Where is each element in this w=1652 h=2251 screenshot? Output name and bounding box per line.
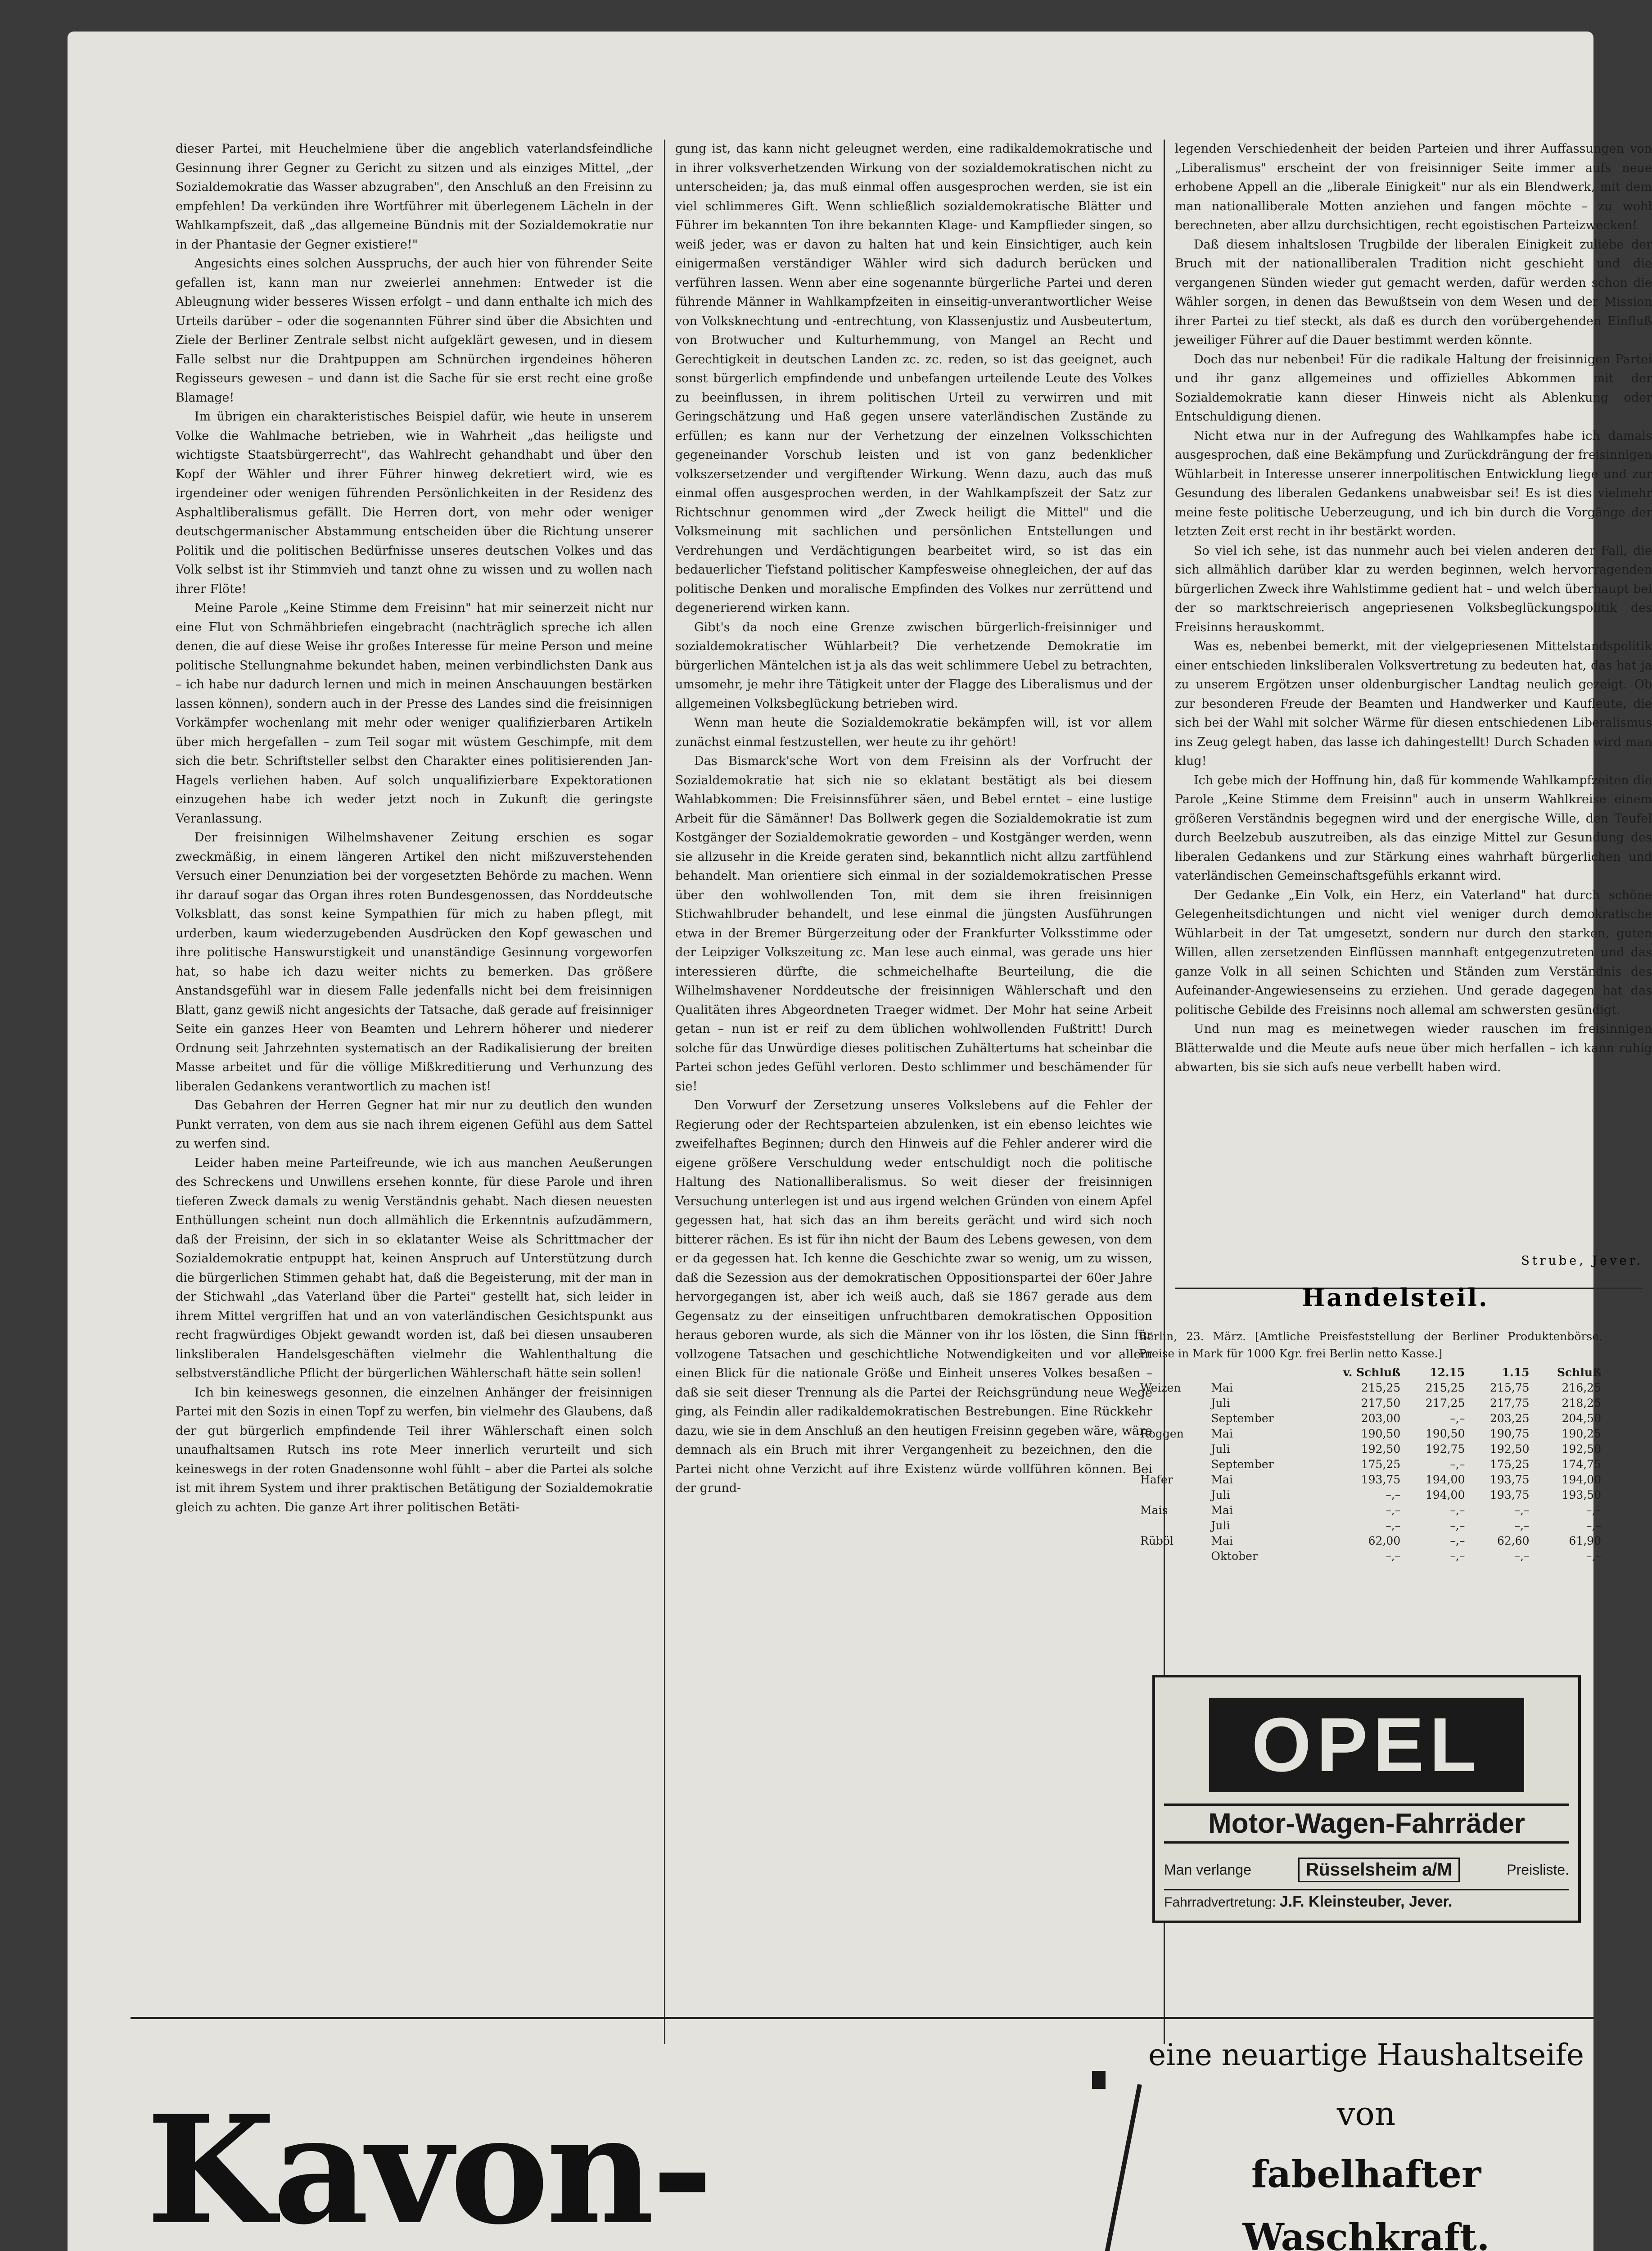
soap-slogan [1139, 2026, 1593, 2251]
price-table-cell: –,– [1586, 1504, 1601, 1517]
price-table [1139, 1365, 1602, 1564]
paragraph: Gibt's da noch eine Grenze zwischen bürgerlich-freisinniger und sozialdemokratischer Wühlarbeit? Die verhetzende Demokratie im bürgerlichen Mäntelchen ist ja als das weit schlimmere Uebel zu betrachten, umsomehr, je mehr ihre Tätigkeit unter der Flagge des Liberalismus und der allgemeinen Volksbeglückung betrieben wird. [675, 620, 1152, 711]
paragraph: Das Bismarck'sche Wort von dem Freisinn als der Vorfrucht der Sozialdemokratie hat sich nie so eklatant bestätigt als bei diesem Wahlabkommen: Die Freisinnsführer säen, und Bebel erntet – eine lustige Arbeit für die Sämänner! Das Bollwerk gegen die Sozialdemokratie ist zum Kostgänger der Sozialdemokratie geworden – und Kostgänger werden, wenn sie allzusehr in die Kreide geraten sind, bekanntlich nicht allzu zartfühlend behandelt. Man orientiere sich einmal in der sozialdemokratischen Presse über den wohlwollenden Ton, mit dem sie ihren freisinnigen Stichwahlbruder behandelt, und lese einmal die jüngsten Ausführungen etwa in der Bremer Bürgerzeitung oder der Frankfurter Volksstimme oder der Leipziger Volkszeitung zc. Man lese auch einmal, was gerade uns hier interessieren dürfte, die schmeichelhafte Beurteilung, die die Wilhelmshavener Norddeutsche der freisinnigen Wählerschaft und den Qualitäten ihres Abgeordneten Traeger widmet. Der Mohr hat seine Arbeit getan – nun ist er reif zu dem üblichen wohlwollenden Fußtritt! Durch solche für das Unwürdige dieses politischen Zuhältertums hat scheinbar die Partei schon jedes Gefühl verloren. Desto schlimmer und beschämender für sie! [675, 754, 1152, 1094]
price-table-cell: Oktober [1211, 1550, 1258, 1563]
price-table-cell: Mai [1211, 1504, 1233, 1517]
price-table-cell: 190,75 [1490, 1427, 1530, 1440]
paragraph: So viel ich sehe, ist das nunmehr auch bei vielen anderen der Fall, die sich allmählich darüber klar zu werden beginnen, welch hervorragenden bürgerlichen Zweck ihre Wahlstimme gedient hat – und welch überhaupt bei der so marktschreierisch angepriesenen Volksbeglückungspolitik des Freisinns herauskommt. [1175, 543, 1652, 634]
price-table-cell: 194,00 [1562, 1473, 1601, 1486]
price-table-cell: Rüböl [1140, 1534, 1174, 1547]
paragraph: dieser Partei, mit Heuchelmiene über die angeblich vaterlandsfeindliche Gesinnung ihrer Gegner zu Gericht zu sitzen und als einziges Mittel, „der Sozialdemokratie das Wasser abzugraben", den Anschluß an den Freisinn zu empfehlen! Da verkünden ihre Wortführer mit überlegenem Lächeln in der Wahlkampfszeit, daß „das allgemeine Bündnis mit der Sozialdemokratie nur in der Phantasie der Gegner existiere!" [176, 142, 653, 252]
article-column-1 [176, 140, 653, 2044]
price-table-cell: 192,50 [1361, 1442, 1401, 1455]
price-table-cell: 190,50 [1425, 1427, 1465, 1440]
price-table-cell: –,– [1386, 1488, 1401, 1501]
price-table-cell: 12.15 [1430, 1366, 1465, 1379]
price-table-cell: –,– [1586, 1550, 1601, 1563]
price-table-cell: –,– [1514, 1550, 1530, 1563]
price-table-cell: 175,25 [1361, 1458, 1401, 1471]
paragraph: Ich bin keineswegs gesonnen, die einzelnen Anhänger der freisinnigen Partei mit den Sozis in einen Topf zu werfen, bin vielmehr des Glaubens, daß der gut bürgerlich empfindende Teil ihrer Wählerschaft einen solch unaufhaltsamen Rutsch ins rote Meer innerlich verurteilt und sich keineswegs in der roten Gnadensonne wohl fühlt – aber die Partei als solche ist mit ihrem System und ihrer praktischen Betätigung der Sozialdemokratie gleich zu achten. Die ganze Art ihrer politischen Betäti- [176, 1385, 653, 1514]
price-table-cell: –,– [1450, 1550, 1465, 1563]
article-column-3 [1175, 140, 1652, 1247]
price-table-cell [1139, 1365, 1210, 1380]
price-table-cell: 217,75 [1490, 1397, 1530, 1410]
price-table-cell: Juli [1211, 1488, 1230, 1501]
price-table-cell: 217,25 [1425, 1397, 1465, 1410]
price-table-cell: –,– [1514, 1504, 1530, 1517]
price-table-cell: 218,25 [1562, 1397, 1601, 1410]
price-table-row [1139, 1518, 1602, 1533]
price-table-cell: 62,60 [1497, 1534, 1530, 1547]
opel-agency-name: J.F. Kleinsteuber, Jever. [1279, 1893, 1453, 1910]
price-table-cell: 193,75 [1490, 1488, 1530, 1501]
soap-brand: Kavon- [146, 2083, 711, 2251]
article-signature: Strube, Jever. [1521, 1254, 1643, 1268]
price-table-cell: –,– [1450, 1458, 1465, 1471]
price-table-cell: Mais [1140, 1504, 1168, 1517]
paragraph: legenden Verschiedenheit der beiden Parteien und ihrer Auffassungen von „Liberalismus" erscheint der von freisinniger Seite immer aufs neue erhobene Appell an die „liberale Einigkeit" nur als ein Blendwerk, mit dem man nationalliberale Motten anziehen und fangen möchte – zu wohl berechneten, aber allzu durchsichtigen, recht egoistischen Parteizwecken! [1175, 142, 1652, 232]
opel-advertisement [1152, 1675, 1581, 1923]
opel-location: Rüsselsheim a/M [1298, 1858, 1460, 1882]
paragraph: Meine Parole „Keine Stimme dem Freisinn" hat mir seinerzeit nicht nur eine Flut von Schmähbriefen eingebracht (nachträglich spreche ich allen denen, die auf diese Weise ihr großes Interesse für meine Person und meine politische Stellungnahme bekundet haben, meinen verbindlichsten Dank aus – ich habe nur dadurch lernen und mich in meinen Anschauungen bestärken lassen können), sondern auch in der Presse des Landes sind die freisinnigen Vorkämpfer wochenlang mit mehr oder weniger qualifizierbaren Artikeln über mich hergefallen – zum Teil sogar mit wüstem Geschimpfe, mit dem sich die betr. Schriftsteller selbst den Charakter eines politisierenden Jan-Hagels verliehen haben. Auf solch unqualifizierbare Expektorationen einzugehen habe ich weder jetzt noch in Zukunft die geringste Veranlassung. [176, 601, 653, 826]
price-table-cell: Hafer [1140, 1473, 1173, 1486]
price-table-cell [1139, 1457, 1210, 1472]
price-table-cell: 193,75 [1361, 1473, 1401, 1486]
price-table-cell: v. Schluß [1343, 1366, 1401, 1379]
paragraph: gung ist, das kann nicht geleugnet werden, eine radikaldemokratische und in ihrer volksverhetzenden Wirkung von der sozialdemokratischen nicht zu unterscheiden; ja, das muß einmal offen ausgesprochen werden, sie ist ein viel schlimmeres Gift. Wenn schließlich sozialdemokratische Blätter und Führer im bekannten Ton ihre bekannten Klage- und Kampflieder singen, so weiß jeder, was er davon zu halten hat und kein Einsichtiger, auch kein einigermaßen verständiger Wähler wird sich dadurch berücken und verführen lassen. Wenn aber eine sogenannte bürgerliche Partei und deren führende Männer in Wahlkampfzeiten in einseitig-unverantwortlicher Weise von Volksknechtung und -entrechtung, von Klassenjustiz und Ausbeutertum, von Brotwucher und Kulturhemmung, von Mangel an Recht und Gerechtigkeit in deutschen Landen zc. zc. reden, so ist das geeignet, auch sonst bürgerlich empfindende und unbefangen urteilende Leute des Volkes zu beeinflussen, in ihrem politischen Urteil zu verwirren und mit Geringschätzung und Haß gegen unsere vaterländischen Zustände zu erfüllen; es kann nur der Verhetzung der einzelnen Volksschichten gegeneinander Vorschub leisten und ist von ganz bedenklicher volkszersetzender und vergiftender Wirkung. Wenn dazu, auch das muß einmal offen ausgesprochen werden, in der Wahlkampfszeit der Satz zur Richtschnur genommen wird „der Zweck heiligt die Mittel" und die Volksmeinung mit sachlichen und persönlichen Entstellungen und Verdrehungen und Verdächtigungen bearbeitet wird, so ist das ein bedauerlicher Tiefstand politischer Kampfesweise ohnegleichen, der auf das politische Denken und moralische Empfinden des Volkes nur zerrüttend und degenerierend wirken kann. [675, 142, 1152, 615]
price-table-row [1139, 1472, 1602, 1487]
price-table-cell: 175,25 [1490, 1458, 1530, 1471]
paragraph: Was es, nebenbei bemerkt, mit der vielgepriesenen Mittelstandspolitik einer entschieden linksliberalen Volksvertretung zu bedeuten hat, das hat ja zu unserem Ergötzen unser oldenburgischer Landtag neulich gezeigt. Ob zur besonderen Freude der Beamten und Handwerker und Kaufleute, die sich bei der Wahl mit solcher Wärme für diesen entschiedenen Liberalismus ins Zeug gelegt haben, das lasse ich dahingestellt! Durch Schaden wird man klug! [1175, 639, 1652, 768]
price-table-row [1139, 1396, 1602, 1411]
price-table-row [1139, 1411, 1602, 1426]
price-table-row [1139, 1380, 1602, 1396]
price-table-cell: Schluß [1557, 1366, 1601, 1379]
paragraph: Und nun mag es meinetwegen wieder rauschen im freisinnigen Blätterwalde und die Meute aufs neue über mich herfallen – ich kann ruhig abwarten, bis sie sich aufs neue verbellt haben wird. [1175, 1022, 1652, 1074]
price-table-cell [1210, 1365, 1309, 1380]
price-table-cell: September [1211, 1458, 1274, 1471]
opel-agency [1164, 1889, 1569, 1911]
soap-line-1: eine neuartige Haushaltseife [1148, 2038, 1584, 2072]
paragraph: Das Gebahren der Herren Gegner hat mir nur zu deutlich den wunden Punkt verraten, von dem aus sie nach ihrem eigenen Gefühl aus dem Sattel zu werfen sind. [176, 1098, 653, 1151]
paragraph: Ich gebe mich der Hoffnung hin, daß für kommende Wahlkampfzeiten die Parole „Keine Stimme dem Freisinn" auch in unserm Wahlkreise einem größeren Verständnis begegnen wird und der energische Wille, den Teufel durch Beelzebub auszutreiben, als das einzige Mittel zur Gesundung des liberalen Gedankens und zur Stärkung eines wahrhaft bürgerlichen und vaterländischen Gemeinschaftsgefühls erkannt wird. [1175, 773, 1652, 883]
price-table-row [1139, 1503, 1602, 1518]
price-table-cell: 217,50 [1361, 1397, 1401, 1410]
price-table-cell: 190,25 [1562, 1427, 1601, 1440]
price-table-header [1139, 1365, 1602, 1380]
price-table-cell [1139, 1549, 1210, 1564]
price-table-cell: Mai [1211, 1473, 1233, 1486]
price-table-cell: Juli [1211, 1442, 1230, 1455]
price-table-cell: 62,00 [1368, 1534, 1401, 1547]
price-table-cell: Mai [1211, 1381, 1233, 1394]
price-table-cell: 215,25 [1361, 1381, 1401, 1394]
price-table-cell: –,– [1514, 1519, 1530, 1532]
price-table-cell: Mai [1211, 1427, 1233, 1440]
price-table-cell [1139, 1518, 1210, 1533]
price-table-row [1139, 1487, 1602, 1503]
price-table-cell: –,– [1450, 1519, 1465, 1532]
price-table-cell: 192,50 [1562, 1442, 1601, 1455]
price-table-cell: September [1211, 1412, 1274, 1425]
slash-ornament-icon [1089, 2066, 1143, 2251]
paragraph: Den Vorwurf der Zersetzung unseres Volkslebens auf die Fehler der Regierung oder der Rechtsparteien abzulenken, ist ein ebenso leichtes wie zweifelhaftes Beginnen; durch den Hinweis auf die Fehler anderer wird die eigene größere Verschuldung weder entschuldigt noch die politische Haltung des Nationalliberalismus. So weit dieser der freisinnigen Versuchung unterlegen ist und aus irgend welchen Gründen von einem Apfel gegessen hat, hat sich das an ihm bereits gerächt und wird sich noch bitterer rächen. Es ist für ihn nicht der Baum des Lebens gewesen, von dem er da gegessen hat. Ich kenne die Geschichte zwar so wenig, um zu wissen, daß die Sezession aus der demokratischen Oppositionspartei der 60er Jahre hervorgegangen ist, aber ich weiß auch, daß sie 1867 gerade aus dem Gegensatz zu der einseitigen unfruchtbaren demokratischen Opposition heraus geboren wurde, als sich die Männer von ihr los lösten, die Sinn für vollzogene Tatsachen und geschichtliche Notwendigkeiten und vor allem einen Blick für die nationale Größe und Einheit unseres Volkes besaßen – daß sie seit dieser Trennung als die Partei der Reichsgründung neue Wege ging, als Feindin aller radikaldemokratischen Bestrebungen. Eine Rückkehr dazu, wie sie in dem Anschluß an den heutigen Freisinn gegeben wäre, wäre demnach als ein Bruch mit ihrer Vergangenheit zu bezeichnen, den die Partei nicht ohne Verzicht auf ihre Existenz würde vollführen können. Bei der grund- [675, 1098, 1152, 1495]
market-report [1139, 1328, 1602, 1564]
paragraph: Der Gedanke „Ein Volk, ein Herz, ein Vaterland" hat durch schöne Gelegenheitsdichtungen und nicht viel weniger durch demokratische Wühlarbeit in der Tat umgesetzt, sondern nur durch den starken, guten Willen, allen zersetzenden Einflüssen mannhaft entgegenzutreten und das ganze Volk in all seinen Schichten und Ständen zum Verständnis des Aufeinander-Angewiesenseins zu erziehen. Und gerade dagegen hat das politische Gebilde des Freisinns noch allemal am schwersten gesündigt. [1175, 888, 1652, 1017]
bottom-rule [131, 2017, 1593, 2019]
price-table-cell [1139, 1442, 1210, 1457]
opel-tagline: Motor-Wagen-Fahrräder [1164, 1804, 1569, 1844]
price-table-cell [1139, 1487, 1210, 1503]
price-table-cell: 215,25 [1425, 1381, 1465, 1394]
price-table-cell: Weizen [1140, 1381, 1181, 1394]
price-table-cell: 61,90 [1569, 1534, 1601, 1547]
price-table-cell: 203,00 [1361, 1412, 1401, 1425]
price-table-cell: 203,25 [1490, 1412, 1530, 1425]
price-table-cell: –,– [1386, 1504, 1401, 1517]
article-column-2 [675, 140, 1152, 2044]
market-intro: Berlin, 23. März. [Amtliche Preisfeststellung der Berliner Produktenbörse. Preise in Mark für 1000 Kgr. frei Berlin netto Kasse.] [1139, 1330, 1602, 1360]
price-table-cell: 193,75 [1490, 1473, 1530, 1486]
paragraph: Leider haben meine Parteifreunde, wie ich aus manchen Aeußerungen des Schreckens und Unwillens ersehen konnte, für diese Parole und ihren tieferen Zweck damals zu wenig Verständnis gehabt. Nach diesen neuesten Enthüllungen scheint nun doch allmählich die Erkenntnis aufzudämmern, daß der Freisinn, der sich in so eklatanter Weise als Schrittmacher der Sozialdemokratie entpuppt hat, keinen Anspruch auf Unterstützung durch die bürgerlichen Stimmen gehabt hat, daß die Begeisterung, mit der man in der Stichwahl „das Vaterland über die Partei" gestellt hat, sich leider in ihrem Mittel vergriffen hat und an von vaterländischen Gesichtspunkt aus recht fragwürdiges Objekt gewandt worden ist, daß bei diesen unsauberen linksliberalen Handelsgeschäften vielmehr die Wahlenthaltung die selbstverständliche Pflicht der bürgerlichen Wählerschaft hätte sein sollen! [176, 1156, 653, 1380]
soap-line-2: von [1336, 2095, 1396, 2133]
price-table-cell: 215,75 [1490, 1381, 1530, 1394]
opel-logo: OPEL [1209, 1698, 1524, 1792]
price-table-cell: 193,50 [1562, 1488, 1601, 1501]
market-heading: Handelsteil. [1302, 1283, 1489, 1312]
price-table-cell: 194,00 [1425, 1473, 1465, 1486]
opel-left-text: Man verlange [1164, 1862, 1251, 1878]
price-table-cell: –,– [1450, 1504, 1465, 1517]
paragraph: Wenn man heute die Sozialdemokratie bekämpfen will, ist vor allem zunächst einmal festzustellen, wer heute zu ihr gehört! [675, 716, 1152, 749]
soap-line-3: fabelhafter Waschkraft. [1242, 2153, 1490, 2251]
paragraph: Angesichts eines solchen Ausspruchs, der auch hier von führender Seite gefallen ist, kann man nur zweierlei annehmen: Entweder ist die Ableugnung wider besseres Wissen erfolgt – und dann enthalte ich mich des Urteils darüber – oder die sogenannten Führer sind über die Absichten und Ziele der Berliner Zentrale selbst nicht aufgeklärt gewesen, und in diesem Falle selbst nur die Drahtpuppen am Schnürchen irgendeines höheren Regisseurs gewesen – und dann ist die Sache für sie erst recht eine große Blamage! [176, 257, 653, 405]
price-table-cell: –,– [1586, 1519, 1601, 1532]
price-table-cell [1139, 1411, 1210, 1426]
price-table-cell: 204,50 [1562, 1412, 1601, 1425]
price-table-cell: Juli [1211, 1519, 1230, 1532]
price-table-cell: –,– [1386, 1519, 1401, 1532]
price-table-row [1139, 1442, 1602, 1457]
price-table-cell: 216,25 [1562, 1381, 1601, 1394]
opel-agency-label: Fahrradvertretung: [1164, 1895, 1276, 1910]
price-table-cell [1139, 1396, 1210, 1411]
price-table-cell: –,– [1386, 1550, 1401, 1563]
price-table-cell: 190,50 [1361, 1427, 1401, 1440]
opel-info-row [1164, 1858, 1569, 1882]
paragraph: Im übrigen ein charakteristisches Beispiel dafür, wie heute in unserem Volke die Wahlmache betrieben, wie in Wahrheit „das heiligste und wichtigste Staatsbürgerrecht", das Wahlrecht gehandhabt und über den Kopf der Wähler und ihrer Führer hinweg dekretiert wird, wie es irgendeiner oder wenigen führenden Persönlichkeiten in der Residenz des Asphaltliberalismus gefällt. Die Herren dort, von mehr oder weniger deutschgermanischer Abstammung entscheiden über die Richtung unserer Politik und die politischen Bedürfnisse unseres deutschen Volkes und das Volk selbst ist ihr Stimmvieh und tanzt ohne zu wissen und zu wollen nach ihrer Flöte! [176, 410, 653, 596]
price-table-row [1139, 1457, 1602, 1472]
column-rule [664, 140, 665, 2044]
paragraph: Doch das nur nebenbei! Für die radikale Haltung der freisinnigen Partei und ihr ganz allgemeines und offizielles Abkommen mit der Sozialdemokratie kann dieser Hinweis nicht als Ablenkung oder Entschuldigung dienen. [1175, 352, 1652, 424]
newspaper-page [68, 32, 1652, 2251]
price-table-cell: 174,75 [1562, 1458, 1601, 1471]
price-table-cell: Roggen [1140, 1427, 1184, 1440]
price-table-cell: 192,75 [1425, 1442, 1465, 1455]
price-table-row [1139, 1426, 1602, 1442]
price-table-cell: –,– [1450, 1412, 1465, 1425]
price-table-cell: –,– [1450, 1534, 1465, 1547]
price-table-cell: Juli [1211, 1397, 1230, 1410]
paragraph: Daß diesem inhaltslosen Trugbilde der liberalen Einigkeit zuliebe der Bruch mit der nationalliberalen Tradition nicht geschieht und die vergangenen Sünden wieder gut gemacht werden, dafür werden schon die Wähler sorgen, in denen das Bewußtsein von dem Wesen und der Mission ihrer Partei zu tief steckt, als daß es durch den vorübergehenden Einfluß jeweiliger Führer auf die Dauer bestimmt werden könnte. [1175, 237, 1652, 347]
price-table-row [1139, 1549, 1602, 1564]
paragraph: Der freisinnigen Wilhelmshavener Zeitung erschien es sogar zweckmäßig, in einem längeren Artikel den nicht mißzuverstehenden Versuch einer Denunziation bei der vorgesetzten Behörde zu machen. Wenn ihr darauf sogar das Organ ihres roten Bundesgenossen, das Norddeutsche Volksblatt, das sonst keine Sympathien für mich zu haben pflegt, mit urderben, kaum wiederzugebenden Ausdrücken den Kopf gewaschen und ihre politische Hanswurstigkeit und unanständige Gesinnung vorgeworfen hat, so habe ich dazu weiter nichts zu bemerken. Das größere Anstandsgefühl war in diesem Falle jedenfalls nicht bei dem freisinnigen Blatt, ganz gewiß nicht angesichts der Tatsache, daß gerade auf freisinniger Seite ein ganzes Heer von Beamten und Lehrern höherer und niederer Ordnung seit Jahrzehnten systematisch an der Radikalisierung der breiten Masse arbeitet und für die völlige Mißkreditierung und Verhunzung des liberalen Gedankens verantwortlich zu machen ist! [176, 831, 653, 1094]
price-table-cell: 1.15 [1502, 1366, 1530, 1379]
price-table-cell: 192,50 [1490, 1442, 1530, 1455]
page-content [113, 140, 1652, 2251]
paragraph: Nicht etwa nur in der Aufregung des Wahlkampfes habe ich damals ausgesprochen, daß eine Bekämpfung und Zurückdrängung der freisinnigen Wühlarbeit in Interesse unserer innerpolitischen Entwicklung liege und zur Gesundung des liberalen Gedankens unabweisbar sei! Es ist dies vielmehr meine feste politische Ueberzeugung, und ich bin durch die Vorgänge der letzten Zeit erst recht in ihr bestärkt worden. [1175, 429, 1652, 538]
opel-right-text: Preisliste. [1507, 1862, 1569, 1878]
price-table-row [1139, 1533, 1602, 1549]
price-table-cell: 194,00 [1425, 1488, 1465, 1501]
price-table-cell: Mai [1211, 1534, 1233, 1547]
